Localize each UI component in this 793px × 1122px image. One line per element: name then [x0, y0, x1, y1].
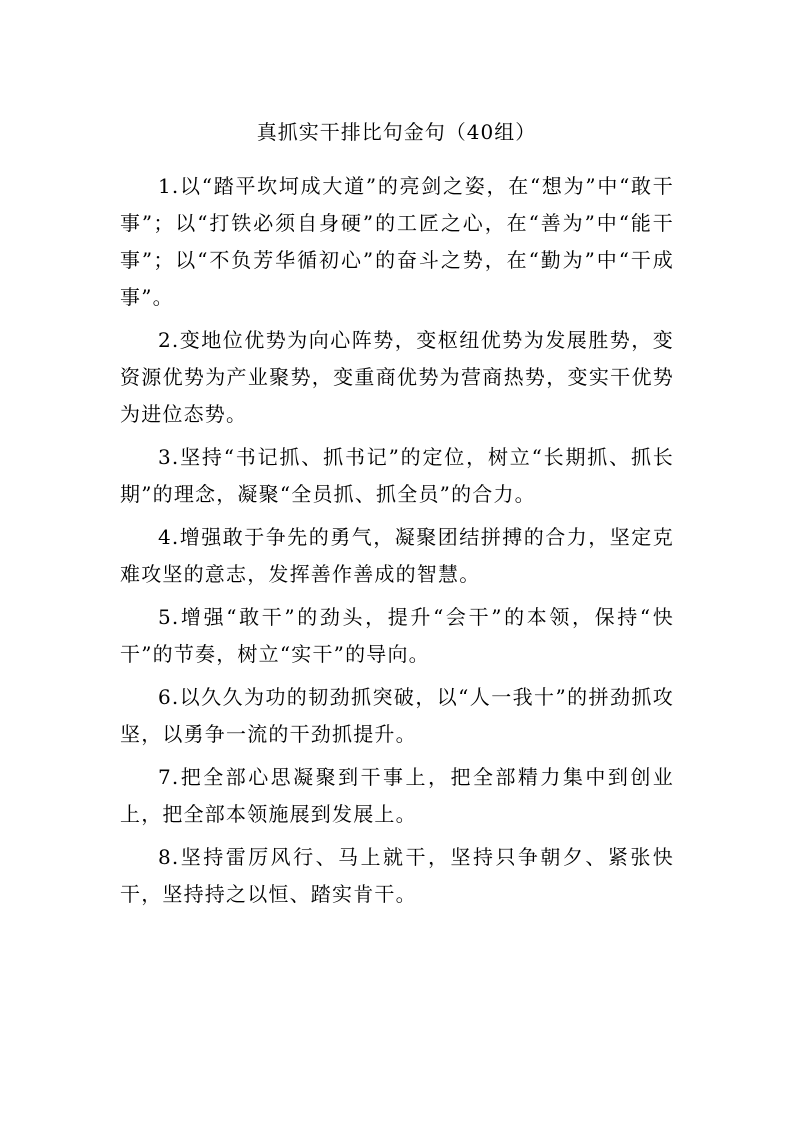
paragraph-7: 7.把全部心思凝聚到干事上，把全部精力集中到创业上，把全部本领施展到发展上。: [120, 765, 674, 826]
document-title: 真抓实干排比句金句（40组）: [256, 120, 537, 144]
paragraph-8: 8.坚持雷厉风行、马上就干，坚持只争朝夕、紧张快干，坚持持之以恒、踏实肯干。: [120, 845, 674, 906]
paragraph-6: 6.以久久为功的韧劲抓突破，以“人一我十”的拼劲抓攻坚，以勇争一流的干劲抓提升。: [120, 685, 674, 746]
document-body: [120, 168, 674, 919]
paragraph-1: 1.以“踏平坎坷成大道”的亮剑之姿，在“想为”中“敢干事”；以“打铁必须自身硬”的工匠之心，在“善为”中“能干事”；以“不负芳华循初心”的奋斗之势，在“勤为”中“干成事”。: [120, 174, 674, 309]
paragraph-2: 2.变地位优势为向心阵势，变枢纽优势为发展胜势，变资源优势为产业聚势，变重商优势为营商热势，变实干优势为进位态势。: [120, 328, 674, 426]
paragraph-5: 5.增强“敢干”的劲头，提升“会干”的本领，保持“快干”的节奏，树立“实干”的导向。: [120, 605, 674, 666]
paragraph-4: 4.增强敢于争先的勇气，凝聚团结拼搏的合力，坚定克难攻坚的意志，发挥善作善成的智慧。: [120, 525, 674, 586]
paragraph-3: 3.坚持“书记抓、抓书记”的定位，树立“长期抓、抓长期”的理念，凝聚“全员抓、抓全员”的合力。: [120, 445, 674, 506]
